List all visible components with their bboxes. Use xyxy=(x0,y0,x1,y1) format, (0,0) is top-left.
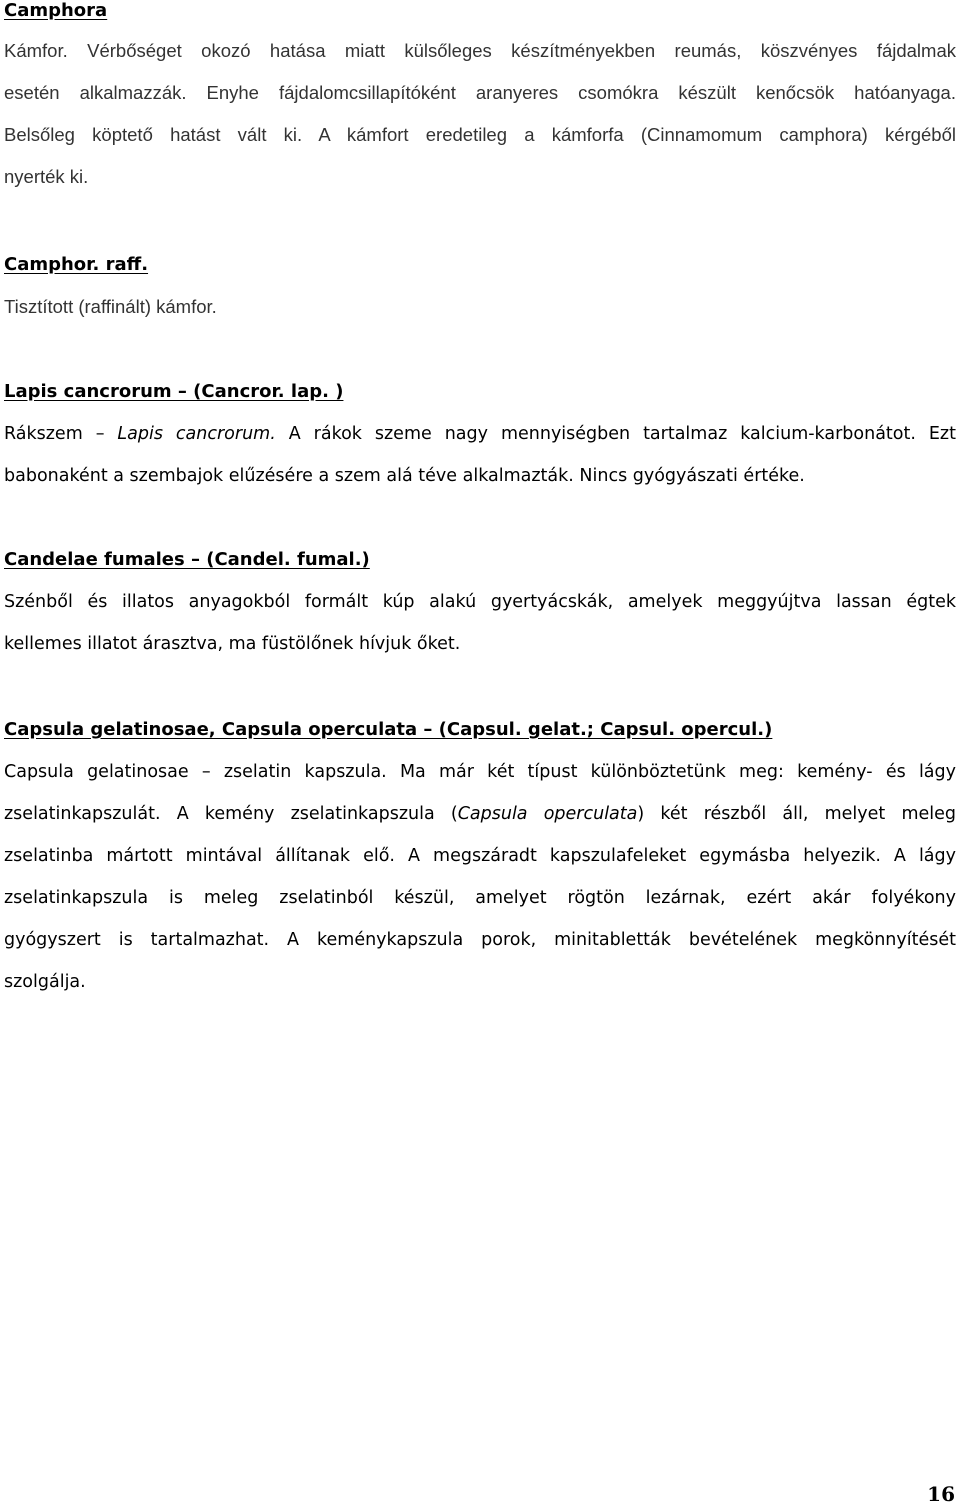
entry-heading: Lapis cancrorum – (Cancror. lap. ) xyxy=(4,381,344,402)
italic-term: Lapis cancrorum. xyxy=(117,424,276,444)
text-line: Szénből és illatos anyagokból formált kúp alakú gyertyácskák, amelyek meggyújtva lassan égtek xyxy=(4,592,956,612)
text-segment: zselatinkapszulát. A kemény zselatinkapszula ( xyxy=(4,804,458,824)
entry-text xyxy=(4,413,956,497)
entry-camphor-raff xyxy=(4,254,956,317)
text-line: esetén alkalmazzák. Enyhe fájdalomcsillapítóként aranyeres csomókra készült kenőcsök hatóanyaga. xyxy=(4,82,956,103)
text-segment: Rákszem – xyxy=(4,424,118,444)
entry-heading: Candelae fumales – (Candel. fumal.) xyxy=(4,549,370,570)
entry-heading: Camphora xyxy=(4,0,108,21)
text-line: Kámfor. Vérbőséget okozó hatása miatt külsőleges készítményekben reumás, köszvényes fájdalmak xyxy=(4,40,956,61)
entry-text xyxy=(4,581,956,665)
text-line: Capsula gelatinosae – zselatin kapszula. Ma már két típust különböztetünk meg: kemény- és lágy xyxy=(4,762,956,782)
text-line: Tisztított (raffinált) kámfor. xyxy=(4,296,217,317)
text-line: babonaként a szembajok elűzésére a szem alá téve alkalmazták. Nincs gyógyászati értéke. xyxy=(4,466,805,486)
text-line xyxy=(4,793,956,835)
text-line: kellemes illatot árasztva, ma füstölőnek hívjuk őket. xyxy=(4,634,461,654)
entry-heading: Camphor. raff. xyxy=(4,254,149,275)
page-number: 16 xyxy=(927,1482,955,1506)
entry-lapis-cancrorum xyxy=(4,381,956,486)
entry-text xyxy=(4,30,956,198)
entry-candelae-fumales xyxy=(4,549,956,654)
text-line: szolgálja. xyxy=(4,972,86,992)
text-line: Belsőleg köptető hatást vált ki. A kámfort eredetileg a kámforfa (Cinnamomum camphora) kérgéből xyxy=(4,124,956,145)
text-line xyxy=(4,413,956,455)
text-line: gyógyszert is tartalmazhat. A keménykapszula porok, minitabletták bevételének megkönnyítését xyxy=(4,930,956,950)
entry-heading: Capsula gelatinosae, Capsula operculata – (Capsul. gelat.; Capsul. opercul.) xyxy=(4,719,773,740)
text-line: zselatinkapszula is meleg zselatinból készül, amelyet rögtön lezárnak, ezért akár folyékony xyxy=(4,888,956,908)
entry-text xyxy=(4,751,956,1003)
entry-capsula xyxy=(4,719,956,992)
text-segment: ) két részből áll, melyet meleg xyxy=(637,804,956,824)
text-line: zselatinba mártott mintával állítanak elő. A megszáradt kapszulafeleket egymásba helyezik. A lágy xyxy=(4,846,956,866)
text-segment: A rákok szeme nagy mennyiségben tartalmaz kalcium-karbonátot. Ezt xyxy=(275,424,956,444)
text-line: nyerték ki. xyxy=(4,166,89,187)
italic-term: Capsula operculata xyxy=(457,804,638,824)
entry-text xyxy=(4,286,956,328)
